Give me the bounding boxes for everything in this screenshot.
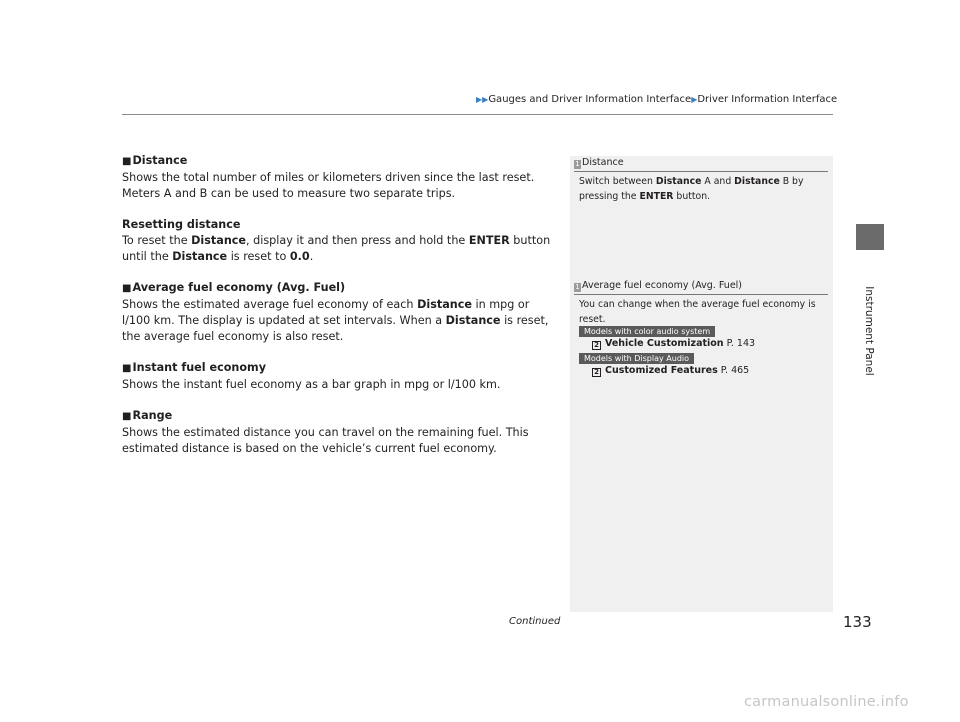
chapter-tab bbox=[856, 224, 884, 250]
xref-vehicle-customization[interactable]: 2 Vehicle Customization P. 143 bbox=[592, 338, 755, 350]
subheading-resetting-distance: Resetting distance bbox=[122, 218, 241, 231]
note-title-distance: 1 Distance bbox=[575, 157, 624, 168]
note-body-avg-fuel: You can change when the average fuel economy is reset. bbox=[579, 299, 816, 325]
main-content bbox=[122, 153, 554, 457]
breadcrumb-item-gauges[interactable]: Gauges and Driver Information Interface bbox=[488, 94, 692, 105]
square-bullet-icon: ■ bbox=[122, 363, 132, 374]
note-title-avg-fuel: 1 Average fuel economy (Avg. Fuel) bbox=[575, 280, 743, 291]
model-tag-display-audio: Models with Display Audio bbox=[579, 353, 694, 364]
arrow-right-icon: ▶ bbox=[691, 95, 698, 104]
breadcrumb bbox=[476, 94, 837, 105]
section-heading-distance: ■Distance bbox=[122, 154, 188, 167]
section-body-resetting: To reset the Distance, display it and then press and hold the ENTER button until the Distance is reset to 0.0. bbox=[122, 234, 551, 263]
section-heading-range: ■Range bbox=[122, 409, 173, 422]
section-body-distance: Shows the total number of miles or kilometers driven since the last reset. Meters A and B can be used to measure two separate trips. bbox=[122, 171, 535, 200]
cross-reference-icon: 2 bbox=[592, 368, 601, 377]
square-bullet-icon: ■ bbox=[122, 283, 132, 294]
section-heading-instant-fuel: ■Instant fuel economy bbox=[122, 361, 266, 374]
continued-label: Continued bbox=[509, 616, 561, 627]
section-body-instant-fuel: Shows the instant fuel economy as a bar graph in mpg or l/100 km. bbox=[122, 378, 501, 391]
note-divider bbox=[574, 294, 828, 295]
note-divider bbox=[574, 171, 828, 172]
square-bullet-icon: ■ bbox=[122, 156, 132, 167]
note-marker-icon: 1 bbox=[575, 160, 580, 168]
watermark: carmanualsonline.info bbox=[744, 694, 909, 710]
arrow-right-icon: ▶▶ bbox=[476, 95, 489, 104]
note-body-distance: Switch between Distance A and Distance B by pressing the ENTER button. bbox=[579, 176, 804, 202]
page-number: 133 bbox=[843, 613, 872, 631]
breadcrumb-item-driver-info[interactable]: Driver Information Interface bbox=[697, 94, 838, 105]
notes-sidebar bbox=[570, 156, 833, 612]
square-bullet-icon: ■ bbox=[122, 411, 132, 422]
chapter-label: Instrument Panel bbox=[863, 286, 875, 376]
cross-reference-icon: 2 bbox=[592, 341, 601, 350]
section-heading-avg-fuel: ■Average fuel economy (Avg. Fuel) bbox=[122, 281, 346, 294]
xref-customized-features[interactable]: 2 Customized Features P. 465 bbox=[592, 365, 749, 377]
model-tag-color-audio: Models with color audio system bbox=[579, 326, 715, 337]
note-marker-icon: 1 bbox=[575, 283, 580, 291]
section-body-range: Shows the estimated distance you can travel on the remaining fuel. This estimated distance is based on the vehicle’s current fuel economy. bbox=[122, 426, 529, 455]
section-body-avg-fuel: Shows the estimated average fuel economy of each Distance in mpg or l/100 km. The display is updated at set intervals. When a Distance is reset, the average fuel economy is also reset. bbox=[122, 298, 549, 343]
header-divider bbox=[122, 114, 833, 115]
